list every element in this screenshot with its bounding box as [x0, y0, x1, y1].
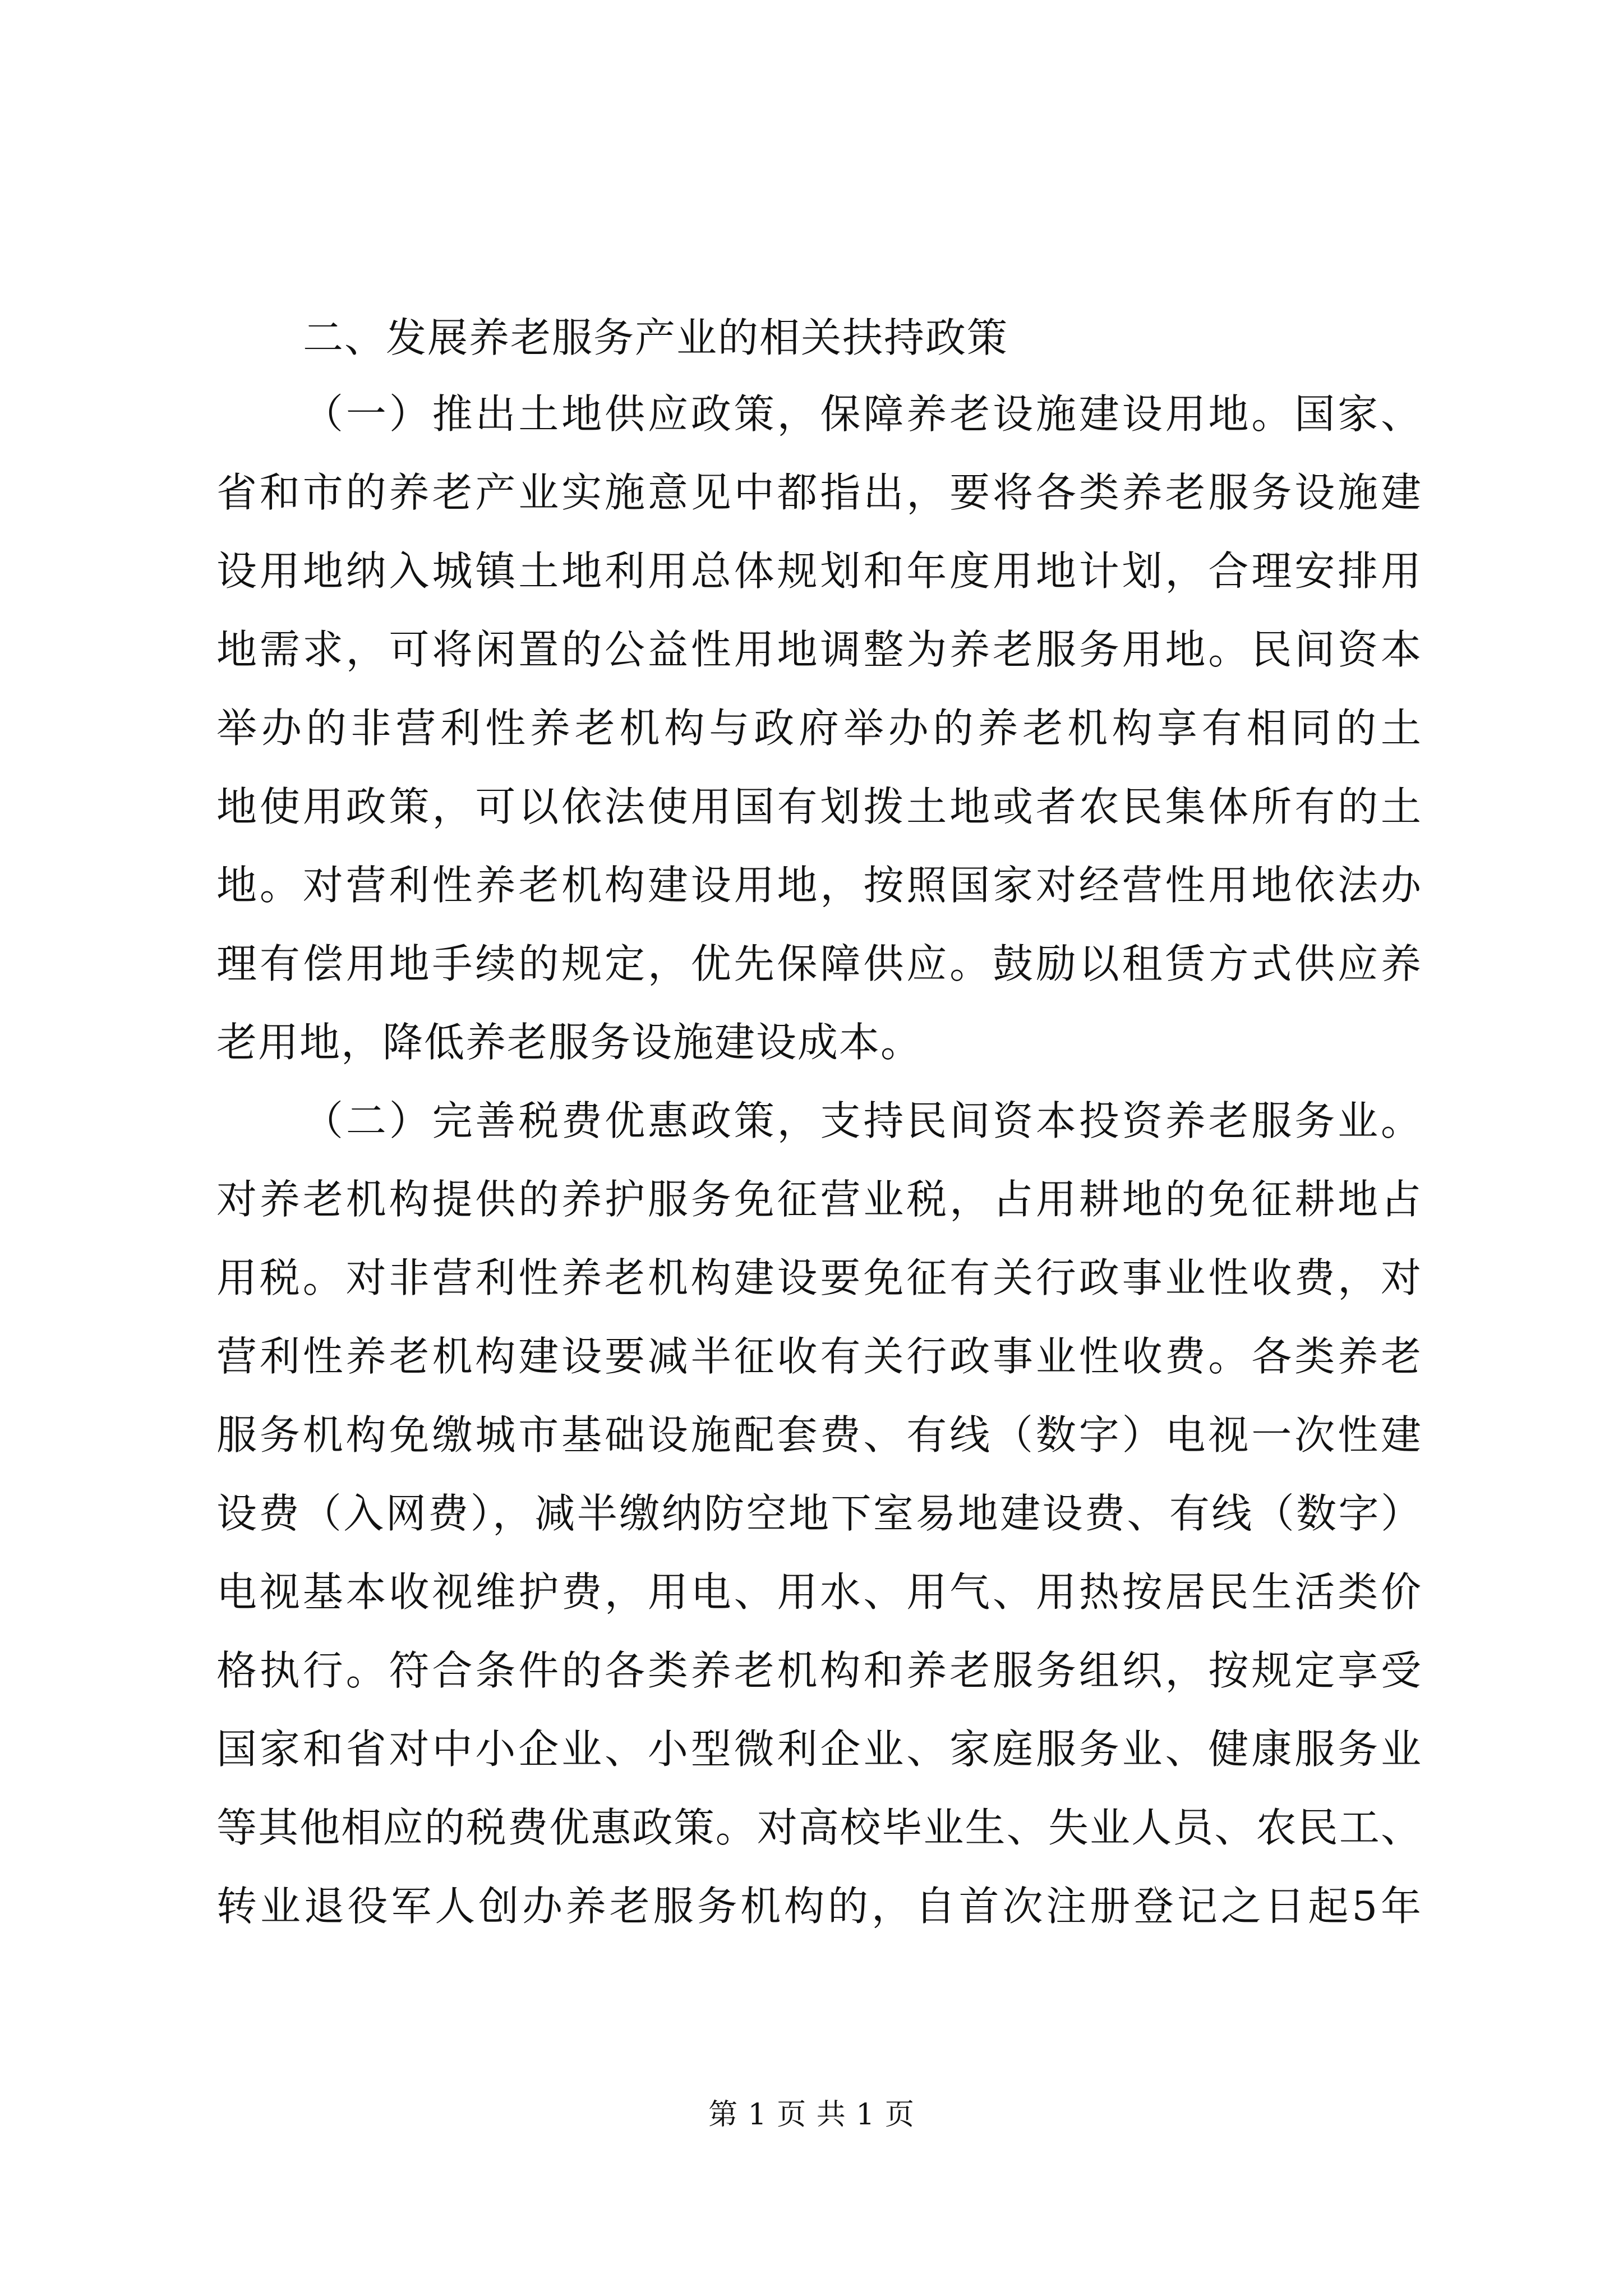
paragraph-line: 用税。对非营利性养老机构建设要免征有关行政事业性收费，对 — [216, 1254, 1422, 1301]
paragraph-line: 地。对营利性养老机构建设用地，按照国家对经营性用地依法办 — [216, 862, 1422, 909]
paragraph-line: 等其他相应的税费优惠政策。对高校毕业生、失业人员、农民工、 — [216, 1804, 1422, 1851]
paragraph-line: 地使用政策，可以依法使用国有划拨土地或者农民集体所有的土 — [216, 783, 1422, 830]
paragraph-line: （一）推出土地供应政策，保障养老设施建设用地。国家、 — [303, 390, 1422, 438]
paragraph-line: 举办的非营利性养老机构与政府举办的养老机构享有相同的土 — [216, 705, 1422, 752]
paragraph-line: 电视基本收视维护费，用电、用水、用气、用热按居民生活类价 — [216, 1568, 1422, 1616]
paragraph-line: （二）完善税费优惠政策，支持民间资本投资养老服务业。 — [303, 1097, 1422, 1144]
paragraph-line: 服务机构免缴城市基础设施配套费、有线（数字）电视一次性建 — [216, 1411, 1422, 1458]
section-heading: 二、发展养老服务产业的相关扶持政策 — [303, 314, 1009, 361]
page-footer: 第 1 页 共 1 页 — [708, 2098, 915, 2132]
paragraph-line: 设费（入网费），减半缴纳防空地下室易地建设费、有线（数字） — [216, 1490, 1422, 1537]
paragraph-line: 设用地纳入城镇土地利用总体规划和年度用地计划，合理安排用 — [216, 547, 1422, 595]
paragraph-line: 转业退役军人创办养老服务机构的，自首次注册登记之日起5年 — [216, 1883, 1422, 1930]
paragraph-line: 老用地，降低养老服务设施建设成本。 — [216, 1019, 923, 1066]
paragraph-line: 理有偿用地手续的规定，优先保障供应。鼓励以租赁方式供应养 — [216, 940, 1422, 987]
paragraph-line: 营利性养老机构建设要减半征收有关行政事业性收费。各类养老 — [216, 1333, 1422, 1380]
paragraph-line: 地需求，可将闲置的公益性用地调整为养老服务用地。民间资本 — [216, 626, 1422, 673]
paragraph-line: 省和市的养老产业实施意见中都指出，要将各类养老服务设施建 — [216, 469, 1422, 516]
paragraph-line: 格执行。符合条件的各类养老机构和养老服务组织，按规定享受 — [216, 1647, 1422, 1694]
paragraph-line: 国家和省对中小企业、小型微利企业、家庭服务业、健康服务业 — [216, 1726, 1422, 1773]
paragraph-line: 对养老机构提供的养护服务免征营业税，占用耕地的免征耕地占 — [216, 1176, 1422, 1223]
